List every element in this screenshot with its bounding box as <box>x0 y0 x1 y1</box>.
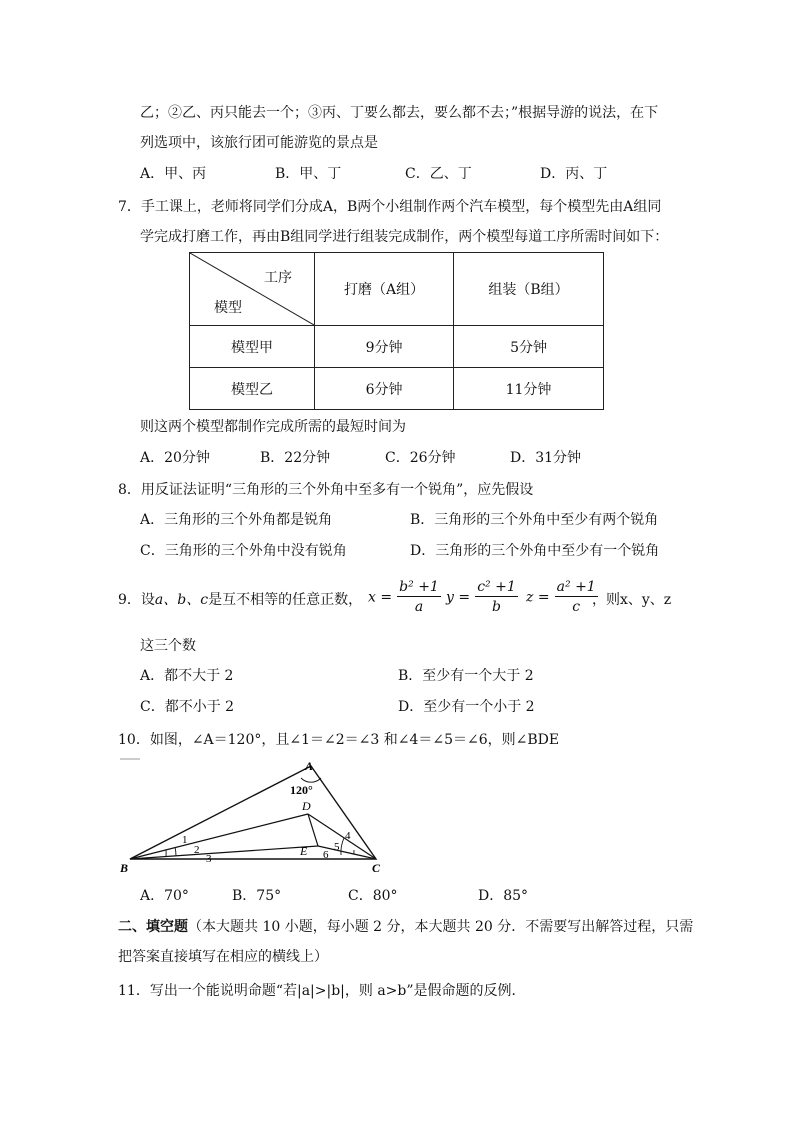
q7-option-c: C．26分钟 <box>385 450 456 466</box>
q6-option-b: B．甲、丁 <box>275 166 342 182</box>
arc-angle-a <box>301 778 321 782</box>
q8-option-c: C．三角形的三个外角中没有锐角 <box>140 543 347 559</box>
arc-angle-1 <box>175 847 176 856</box>
q9-z-denominator: c <box>572 599 581 615</box>
label-120-degrees: 120° <box>290 783 313 797</box>
header-col2: 组装（B组） <box>454 253 604 326</box>
section2-intro: （本大题共 10 小题，每小题 2 分，本大题共 20 分．不需要写出解答过程，只需 <box>188 919 694 935</box>
header-model-label: 模型 <box>214 300 242 316</box>
q7-option-d: D．31分钟 <box>510 450 582 466</box>
row2-name: 模型乙 <box>190 368 315 410</box>
q9-stem-start <box>118 590 362 610</box>
row2-b: 11分钟 <box>454 368 604 410</box>
table-diagonal-header <box>190 253 315 326</box>
q9-z-numerator: a² +1 <box>556 579 596 595</box>
label-D: D <box>302 799 311 813</box>
q9-vars: a、b、c <box>154 592 209 608</box>
section2-line2: 把答案直接填写在相应的横线上） <box>118 949 328 965</box>
q6-line2: 列选项中，该旅行团可能游览的景点是 <box>140 135 378 151</box>
q9-y-expression <box>446 578 518 617</box>
q11-text: 11．写出一个能说明命题“若|a|>|b|，则 a>b”是假命题的反例． <box>118 983 526 999</box>
q10-option-b: B．75° <box>232 888 282 904</box>
q8-option-b: B．三角形的三个外角中至少有两个锐角 <box>410 512 659 528</box>
q6-line1: 乙；②乙、丙只能去一个；③丙、丁要么都去，要么都不去；”根据导游的说法，在下 <box>140 105 659 121</box>
q7-option-b: B．22分钟 <box>260 450 331 466</box>
row1-name: 模型甲 <box>190 326 315 368</box>
label-angle-1: 1 <box>182 834 188 846</box>
q6-option-d: D．丙、丁 <box>540 166 608 182</box>
q8-stem: 8．用反证法证明“三角形的三个外角中至多有一个锐角”，应先假设 <box>118 482 534 498</box>
q8-option-d: D．三角形的三个外角中至少有一个锐角 <box>410 543 660 559</box>
diagonal-line <box>190 253 314 325</box>
q10-stem: 10．如图，∠A＝120°，且∠1＝∠2＝∠3 和∠4＝∠5＝∠6，则∠BDE <box>118 732 560 748</box>
label-C: C <box>372 861 381 875</box>
label-E: E <box>300 844 308 858</box>
q9-tail: ，则x、y、z <box>592 592 672 608</box>
label-angle-6: 6 <box>323 849 329 861</box>
q7-line2: 学完成打磨工作，再由B组同学进行组装完成制作，两个模型每道工序所需时间如下： <box>140 229 669 245</box>
q6-option-c: C．乙、丁 <box>405 166 472 182</box>
q9-option-a: A．都不大于 2 <box>140 668 234 684</box>
header-col1: 打磨（A组） <box>315 253 454 326</box>
label-angle-2: 2 <box>194 844 200 856</box>
q10-option-a: A．70° <box>140 888 189 904</box>
label-A: A <box>305 759 314 773</box>
q9-option-d: D．至少有一个小于 2 <box>398 699 535 715</box>
q9-x-denominator: a <box>414 599 424 615</box>
q7-table <box>189 252 604 410</box>
section2-line1 <box>118 917 693 937</box>
q9-z-expression <box>526 578 598 617</box>
line-dc <box>308 814 376 859</box>
line-de <box>308 814 318 846</box>
q9-x-numerator: b² +1 <box>399 579 439 595</box>
label-angle-5: 5 <box>334 841 340 853</box>
q9-x-expression <box>368 578 441 617</box>
q10-triangle-figure <box>118 752 393 878</box>
q9-y-label: y = <box>446 589 471 606</box>
label-angle-3: 3 <box>206 853 212 865</box>
label-B: B <box>120 861 129 875</box>
q10-option-c: C．80° <box>348 888 398 904</box>
q9-y-denominator: b <box>491 599 501 615</box>
row2-a: 6分钟 <box>315 368 454 410</box>
q9-y-numerator: c² +1 <box>477 579 516 595</box>
section2-title: 二、填空题 <box>118 919 188 935</box>
row1-a: 9分钟 <box>315 326 454 368</box>
row1-b: 5分钟 <box>454 326 604 368</box>
q9-option-b: B．至少有一个大于 2 <box>398 668 534 684</box>
q6-option-a: A．甲、丙 <box>140 166 207 182</box>
header-process-label: 工序 <box>264 270 292 286</box>
line-be <box>130 846 318 859</box>
q9-prefix: 9．设 <box>118 592 155 608</box>
q9-z-label: z = <box>526 589 550 606</box>
q9-line2: 这三个数 <box>140 638 196 654</box>
q7-line1: 7．手工课上，老师将同学们分成A，B两个小组制作两个汽车模型，每个模型先由A组同 <box>118 199 662 215</box>
q7-option-a: A．20分钟 <box>140 450 210 466</box>
arc-angle-4 <box>341 838 344 855</box>
q9-option-c: C．都不小于 2 <box>140 699 235 715</box>
q9-x-label: x = <box>368 589 393 606</box>
q9-mid: 是互不相等的任意正数， <box>208 592 363 608</box>
q10-option-d: D．85° <box>478 888 529 904</box>
q8-option-a: A．三角形的三个外角都是锐角 <box>140 512 333 528</box>
q7-question: 则这两个模型都制作完成所需的最短时间为 <box>140 419 406 435</box>
label-angle-4: 4 <box>345 830 351 842</box>
